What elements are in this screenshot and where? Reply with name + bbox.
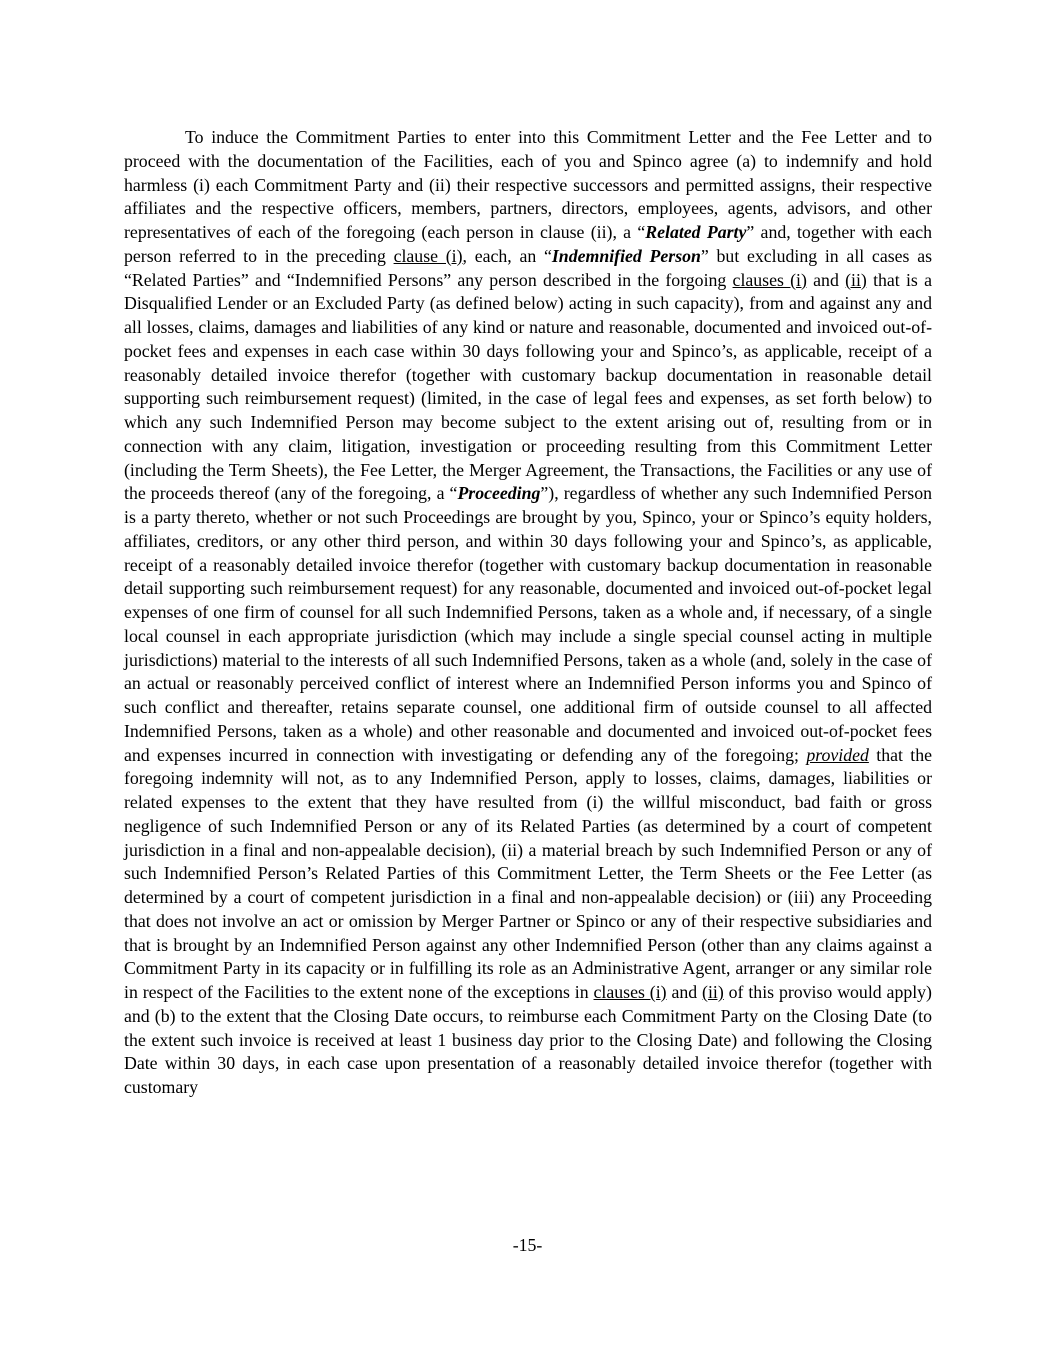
defined-term-indemnified-person: Indemnified Person: [551, 245, 701, 266]
text-run: of this proviso would apply) and (b) to the extent that the Closing Date occurs, to reimburse each Commitment Party on the Closing Date (to the extent such invoice is received at least 1 business day prior to the Closing Date) and following the Closing Date within 30 days, in each case upon presentation of a reasonably detailed invoice therefor (together with customary: [124, 982, 932, 1097]
text-run: To induce the Commitment Parties to enter into this Commitment Letter and the Fee Letter and to proceed with the documentation of the Facilities, each of you and Spinco agree (a) to indemnify and hold harmless (i) each Commitment Party and (ii) their respective successors and permitted assigns, their respective affiliates and the respective officers, members, partners, directors, employees, agents, advisors, and other representatives of each of the foregoing (each person in clause (ii), a “: [124, 127, 932, 242]
text-run: ” but excluding in all cases as “Related Parties” and “Indemnified Persons” any person described in the forgoing: [124, 245, 933, 290]
clause-reference: clause (i): [393, 245, 463, 266]
text-run: , each, an “: [462, 245, 552, 266]
paragraph-indemnification: [124, 126, 932, 1100]
text-run: and: [666, 982, 703, 1002]
defined-term-related-party: Related Party: [645, 222, 747, 242]
page-number: -15-: [512, 1235, 543, 1255]
clause-reference: clauses (i): [593, 982, 667, 1002]
provided-emphasis: provided: [806, 744, 869, 765]
text-run: and: [806, 269, 846, 290]
text-run: ” and, together with each person referred to in the preceding: [124, 222, 932, 266]
defined-term-proceeding: Proceeding: [457, 483, 541, 504]
text-run: that the foregoing indemnity will not, as to any Indemnified Person, apply to losses, claims, damages, liabilities or related expenses to the extent that they have resulted from (i) the willful misconduct, bad faith or gross negligence of such Indemnified Person or any of its Related Parties (as determined by a court of competent jurisdiction in a final and non-appealable decision), (ii) a material breach by such Indemnified Person or any of such Indemnified Person’s Related Parties of this Commitment Letter, the Term Sheets or the Fee Letter (as determined by a court of competent jurisdiction in a final and non-appealable decision) or (iii) any Proceeding that does not involve an act or omission by Merger Partner or Spinco or any of their respective subsidiaries and that is brought by an Indemnified Person against any other Indemnified Person (other than any claims against a Commitment Party in its capacity or in fulfilling its role as an Administrative Agent, arranger or any similar role in respect of the Facilities to the extent none of the exceptions in: [124, 744, 933, 1002]
clause-reference: clauses (i): [732, 269, 807, 290]
text-run: that is a Disqualified Lender or an Excluded Party (as defined below) acting in such capacity), from and against any and all losses, claims, damages and liabilities of any kind or nature and reasonable, documented and invoiced out-of-pocket fees and expenses in each case within 30 days following your and Spinco’s, as applicable, receipt of a reasonably detailed invoice therefor (together with customary backup documentation in reasonable detail supporting such reimbursement request) (limited, in the case of legal fees and expenses, as set forth below) to which any such Indemnified Person may become subject to the extent arising out of, resulting from or in connection with any claim, litigation, investigation or proceeding resulting from this Commitment Letter (including the Term Sheets), the Fee Letter, the Merger Agreement, the Transactions, the Facilities or any use of the proceeds thereof (any of the foregoing, a “: [124, 269, 932, 504]
text-run: ”), regardless of whether any such Indemnified Person is a party thereto, whether or not such Proceedings are brought by you, Spinco, your or Spinco’s equity holders, affiliates, creditors, or any other third person, and within 30 days following your and Spinco’s, as applicable, receipt of a reasonably detailed invoice therefor (together with customary backup documentation in reasonable detail supporting such reimbursement request) for any reasonable, documented and invoiced out-of-pocket legal expenses of one firm of counsel for all such Indemnified Persons, taken as a whole and, if necessary, of a single local counsel in each appropriate jurisdiction (which may include a single special counsel acting in multiple jurisdictions) material to the interests of all such Indemnified Persons, taken as a whole (and, solely in the case of an actual or reasonably perceived conflict of interest where an Indemnified Person informs you and Spinco of such conflict and thereafter, retains separate counsel, one additional firm of outside counsel to all affected Indemnified Persons, taken as a whole) and other reasonable and documented and invoiced out-of-pocket fees and expenses incurred in connection with investigating or defending any of the foregoing;: [124, 483, 932, 765]
document-body: [124, 126, 932, 1100]
clause-reference: (ii): [702, 982, 724, 1002]
clause-reference: (ii): [845, 269, 867, 290]
